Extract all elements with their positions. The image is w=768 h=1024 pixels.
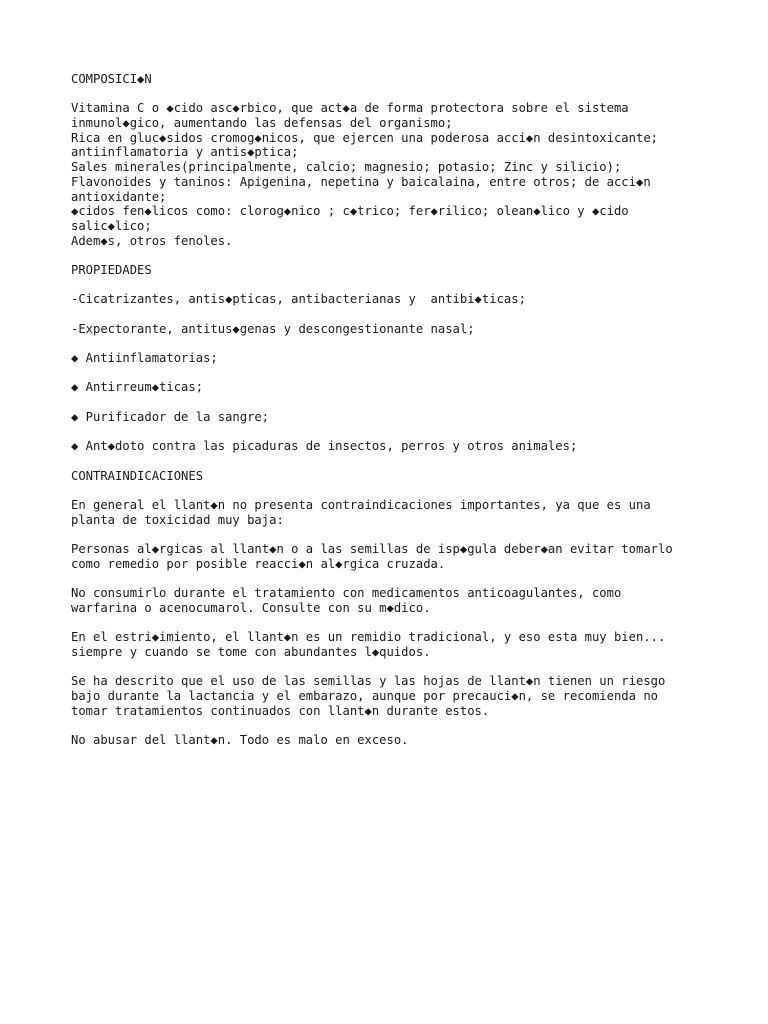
contra-paragraph-line: Personas al◆rgicas al llant◆n o a las semillas de isp◆gula deber◆an evitar tomarlo [71, 542, 673, 556]
spacer [71, 366, 751, 381]
composicion-line: salic◆lico; [71, 218, 152, 233]
composicion-line: Flavonoides y taninos: Apigenina, nepetina y baicalaina, entre otros; de acci◆n [71, 174, 651, 189]
contra-paragraph-line: bajo durante la lactancia y el embarazo, aunque por precauci◆n, se recomienda no [71, 688, 658, 703]
contra-paragraph-line: No abusar del llant◆n. Todo es malo en exceso. [71, 732, 409, 747]
contra-paragraph-line: En el estri◆imiento, el llant◆n es un remidio tradicional, y eso esta muy bien... [71, 630, 666, 645]
contra-paragraph-line: Se ha descrito que el uso de las semillas y las hojas de llant◆n tienen un riesgo [71, 674, 666, 689]
composicion-line: antioxidante; [71, 189, 167, 204]
composicion-line: inmunol◆gico, aumentando las defensas del organismo; [71, 116, 453, 131]
composicion-line: Sales minerales(principalmente, calcio; magnesio; potasio; Zinc y silicio); [71, 160, 622, 175]
contra-paragraph-line: No consumirlo durante el tratamiento con medicamentos anticoagulantes, como [71, 586, 622, 601]
spacer [71, 454, 751, 469]
propiedad-item: -Cicatrizantes, antis◆pticas, antibacterianas y antibi◆ticas; [71, 292, 526, 307]
composicion-line: antiinflamatoria y antis◆ptica; [71, 145, 299, 160]
spacer [71, 527, 751, 542]
spacer [71, 718, 751, 733]
composicion-line: ◆cidos fen◆licos como: clorog◆nico ; c◆trico; fer◆rilico; olean◆lico y ◆cido [71, 204, 629, 219]
composicion-line: Rica en gluc◆sidos cromog◆nicos, que ejercen una poderosa acci◆n desintoxicante; [71, 130, 658, 145]
spacer [71, 336, 751, 351]
propiedad-item: -Expectorante, antitus◆genas y descongestionante nasal; [71, 321, 475, 336]
document-page [71, 72, 751, 748]
propiedad-item: ◆ Ant◆doto contra las picaduras de insectos, perros y otros animales; [71, 439, 578, 454]
spacer [71, 660, 751, 675]
contra-paragraph-line: planta de toxicidad muy baja: [71, 512, 284, 527]
contra-paragraph-line: warfarina o acenocumarol. Consulte con su m◆dico. [71, 600, 431, 615]
propiedad-item: ◆ Antiinflamatorias; [71, 351, 218, 366]
contra-paragraph-line: como remedio por posible reacci◆n al◆rgica cruzada. [71, 556, 446, 571]
propiedad-item: ◆ Antirreum◆ticas; [71, 380, 204, 395]
composicion-line: Adem◆s, otros fenoles. [71, 233, 233, 248]
contra-paragraph-line: siempre y cuando se tome con abundantes l◆quidos. [71, 644, 431, 659]
spacer [71, 395, 751, 410]
composicion-line: Vitamina C o ◆cido asc◆rbico, que act◆a de forma protectora sobre el sistema [71, 101, 629, 116]
spacer [71, 615, 751, 630]
spacer [71, 248, 751, 263]
section-heading-propiedades: PROPIEDADES [71, 262, 152, 277]
contra-paragraph-line: En general el llant◆n no presenta contraindicaciones importantes, ya que es una [71, 497, 651, 512]
contra-paragraph-line: tomar tratamientos continuados con llant◆n durante estos. [71, 703, 490, 718]
spacer [71, 87, 751, 102]
section-heading-contraindicaciones: CONTRAINDICACIONES [71, 468, 204, 483]
spacer [71, 307, 751, 322]
section-heading-composicion: COMPOSICI◆N [71, 72, 152, 86]
spacer [71, 278, 751, 293]
spacer [71, 483, 751, 498]
spacer [71, 425, 751, 440]
spacer [71, 571, 751, 586]
propiedad-item: ◆ Purificador de la sangre; [71, 409, 270, 424]
